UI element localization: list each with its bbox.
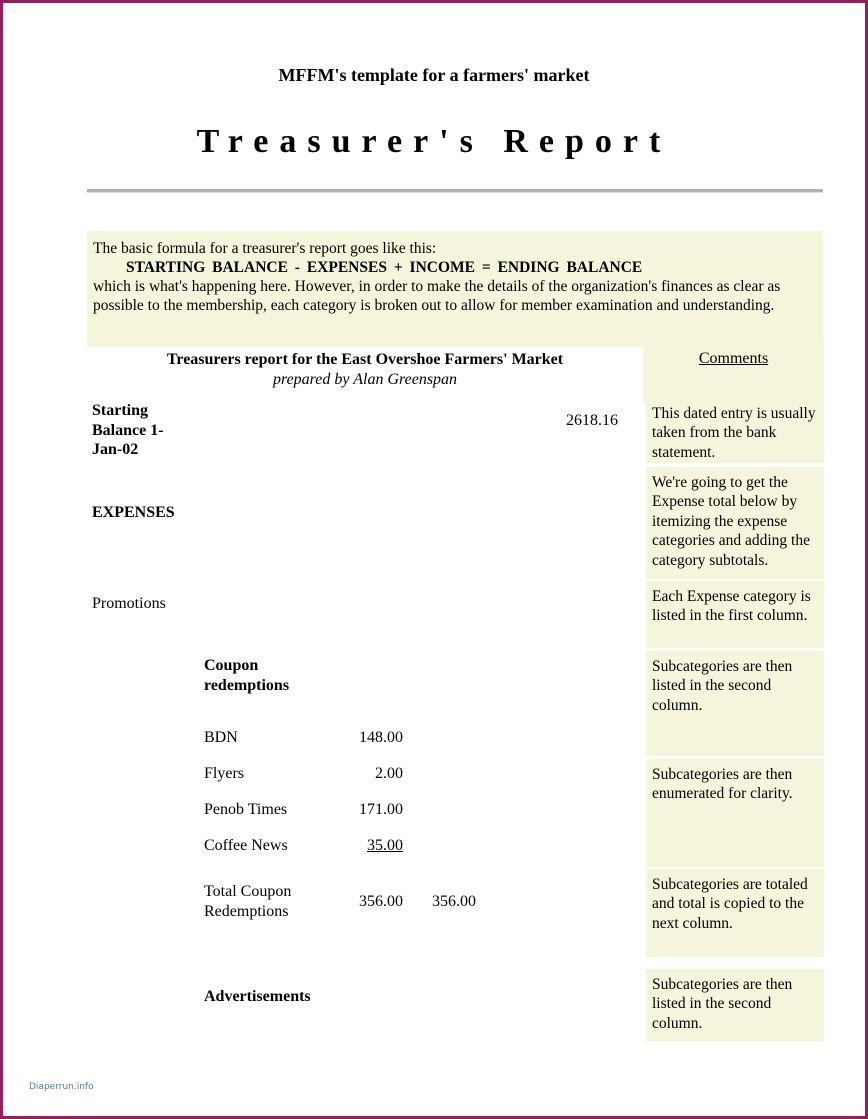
line-item-amount: 148.00 [359,729,403,746]
total-coupon-subtotal: 356.00 [359,893,403,910]
template-subtitle: MFFM's template for a farmers' market [278,65,590,85]
comment-box: Subcategories are then listed in the second column. [646,651,824,756]
watermark: Diaperrun.info [29,1082,94,1092]
starting-balance-value: 2618.16 [566,412,618,429]
table-title: Treasurers report for the East Overshoe Farmers' Market [166,351,564,368]
promotions-label: Promotions [92,595,166,612]
comment-box: Subcategories are then listed in the second column. [646,969,824,1041]
line-item-name: BDN [204,729,238,746]
line-item-amount: 171.00 [359,801,403,818]
line-item-name: Flyers [204,765,244,782]
line-item-amount-underlined: 35.00 [367,837,403,854]
line-item-name: Penob Times [204,801,288,818]
comment-box: Each Expense category is listed in the first column. [646,581,824,648]
title-divider [87,189,823,193]
total-coupon-label: Total Coupon Redemptions [204,883,292,920]
intro-explanation: which is what's happening here. However, in order to make the details of the organization's finances as clear as possible to the membership, each category is broken out to allow for member examination and understanding. [93,278,781,314]
comment-box: Subcategories are then enumerated for clarity. [646,759,824,867]
report-title: Treasurer's Report [196,123,672,160]
advertisements-label: Advertisements [204,988,311,1005]
starting-balance-label: Starting Balance 1-Jan-02 [92,402,164,458]
expenses-label: EXPENSES [92,504,175,521]
comments-heading: Comments [698,350,769,367]
comment-box: Subcategories are totaled and total is copied to the next column. [646,869,824,957]
line-item-name: Coffee News [204,837,288,854]
balance-formula: STARTING BALANCE - EXPENSES + INCOME = ENDING BALANCE [126,259,643,276]
intro-line: The basic formula for a treasurer's report goes like this: [93,240,437,257]
coupon-redemptions-label: Coupon redemptions [204,657,290,694]
comment-box: We're going to get the Expense total below by itemizing the expense categories and adding the category subtotals. [646,467,824,579]
document-page [3,3,865,1116]
line-item-amount [343,836,403,856]
prepared-by: prepared by Alan Greenspan [272,371,458,388]
line-item-amount: 2.00 [375,765,403,782]
comment-box: This dated entry is usually taken from the bank statement. [646,398,824,463]
intro-box [87,231,823,347]
total-coupon-total: 356.00 [432,893,476,910]
table-heading [87,350,643,390]
